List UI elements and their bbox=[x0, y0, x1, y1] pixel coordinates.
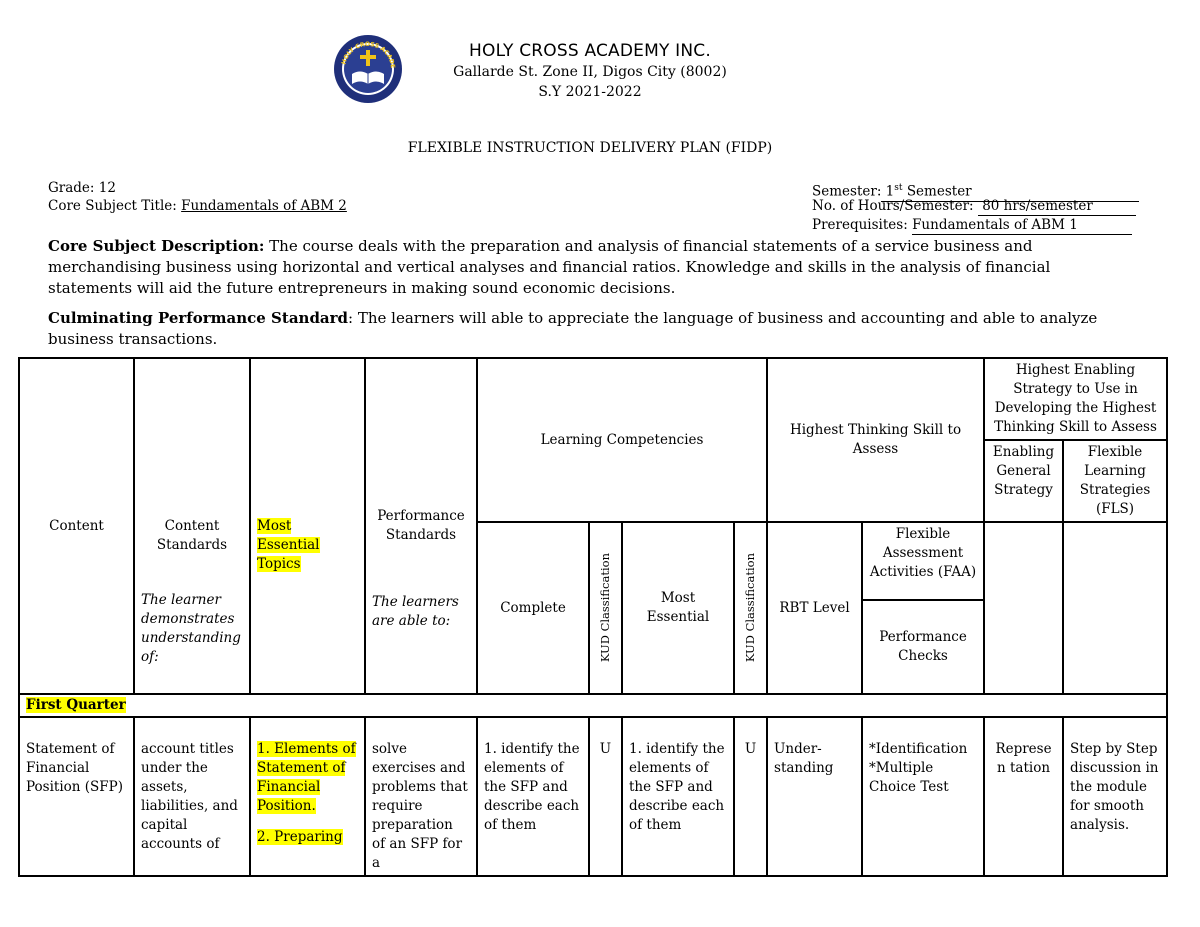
hours-line: No. of Hours/Semester: 80 hrs/semester bbox=[812, 197, 1136, 216]
header-complete: Complete bbox=[477, 522, 589, 694]
cell-content: Statement of Financial Position (SFP) bbox=[19, 717, 134, 876]
header-faa: Flexible Assessment Activities (FAA) bbox=[862, 522, 984, 600]
header-empty-fls bbox=[1063, 522, 1167, 694]
school-year: S.Y 2021-2022 bbox=[538, 84, 642, 100]
grade-value: 12 bbox=[98, 180, 116, 196]
core-subject-description: Core Subject Description: The course deals with the preparation and analysis of financial statements of a service business and merchandising business using horizontal and vertical analyses and financial ratios. Knowledge and skills in the analysis of financial statements will aid the future entrepreneurs in making sound economic decisions. bbox=[48, 237, 1051, 297]
fidp-table bbox=[18, 357, 1168, 877]
svg-text:HOLY CROSS ACADEMY INC.: HOLY CROSS ACADE bbox=[340, 40, 397, 69]
subject-line: Core Subject Title: Fundamentals of ABM 2 bbox=[48, 198, 347, 214]
header-performance-checks: Performance Checks bbox=[862, 600, 984, 694]
header-most-essential: Most Essential bbox=[622, 522, 734, 694]
cell-kud-2: U bbox=[734, 717, 767, 876]
cell-most-essential: 1. identify the elements of the SFP and describe each of them bbox=[622, 717, 734, 876]
cell-fls: Step by Step discussion in the module for smooth analysis. bbox=[1063, 717, 1167, 876]
cell-kud-1: U bbox=[589, 717, 622, 876]
header-kud-classification-2: KUD Classification bbox=[734, 522, 767, 694]
header-learning-competencies: Learning Competencies bbox=[477, 358, 767, 522]
cell-complete: 1. identify the elements of the SFP and describe each of them bbox=[477, 717, 589, 876]
school-address: Gallarde St. Zone II, Digos City (8002) bbox=[453, 64, 727, 80]
quarter-row bbox=[19, 694, 1167, 717]
semester-value: 1st Semester bbox=[881, 179, 1139, 202]
prereq-value: Fundamentals of ABM 1 bbox=[912, 216, 1132, 235]
header-most-essential-topics: Most Essential Topics bbox=[250, 358, 365, 694]
quarter-label: First Quarter bbox=[26, 697, 126, 713]
subject-value: Fundamentals of ABM 2 bbox=[181, 198, 347, 214]
header-fls: Flexible Learning Strategies (FLS) bbox=[1063, 440, 1167, 522]
header-content-standards: Content Standards The learner demonstrates understanding of: bbox=[134, 358, 250, 694]
header-highest-thinking-skill: Highest Thinking Skill to Assess bbox=[767, 358, 984, 522]
cell-performance-standards: solve exercises and problems that require preparation of an SFP for a bbox=[365, 717, 477, 876]
header-content: Content bbox=[19, 358, 134, 694]
cell-enabling-strategy: Represe n tation bbox=[984, 717, 1063, 876]
header-rbt-level: RBT Level bbox=[767, 522, 862, 694]
prereq-line: Prerequisites: Fundamentals of ABM 1 bbox=[812, 216, 1132, 235]
school-name: HOLY CROSS ACADEMY INC. bbox=[469, 41, 711, 61]
culminating-performance-standard: Culminating Performance Standard: The learners will able to appreciate the language of business and accounting and able to analyze business transactions. bbox=[48, 309, 1098, 348]
header-kud-classification-1: KUD Classification bbox=[589, 522, 622, 694]
header-performance-standards: Performance Standards The learners are able to: bbox=[365, 358, 477, 694]
document-title: FLEXIBLE INSTRUCTION DELIVERY PLAN (FIDP) bbox=[407, 140, 773, 156]
header-enabling-general-strategy: Enabling General Strategy bbox=[984, 440, 1063, 522]
hours-value: 80 hrs/semester bbox=[978, 197, 1136, 216]
cell-rbt-level: Under-standing bbox=[767, 717, 862, 876]
header-empty-enabling bbox=[984, 522, 1063, 694]
header-highest-enabling-strategy: Highest Enabling Strategy to Use in Developing the Highest Thinking Skill to Assess bbox=[984, 358, 1167, 440]
cell-most-essential-topics: 1. Elements of Statement of Financial Position. 2. Preparing bbox=[250, 717, 365, 876]
semester-line: Semester: 1st Semester bbox=[812, 179, 1139, 202]
grade-line: Grade: 12 bbox=[48, 180, 116, 196]
cell-assessment: *Identification *Multiple Choice Test bbox=[862, 717, 984, 876]
cell-content-standards: account titles under the assets, liabilities, and capital accounts of bbox=[134, 717, 250, 876]
